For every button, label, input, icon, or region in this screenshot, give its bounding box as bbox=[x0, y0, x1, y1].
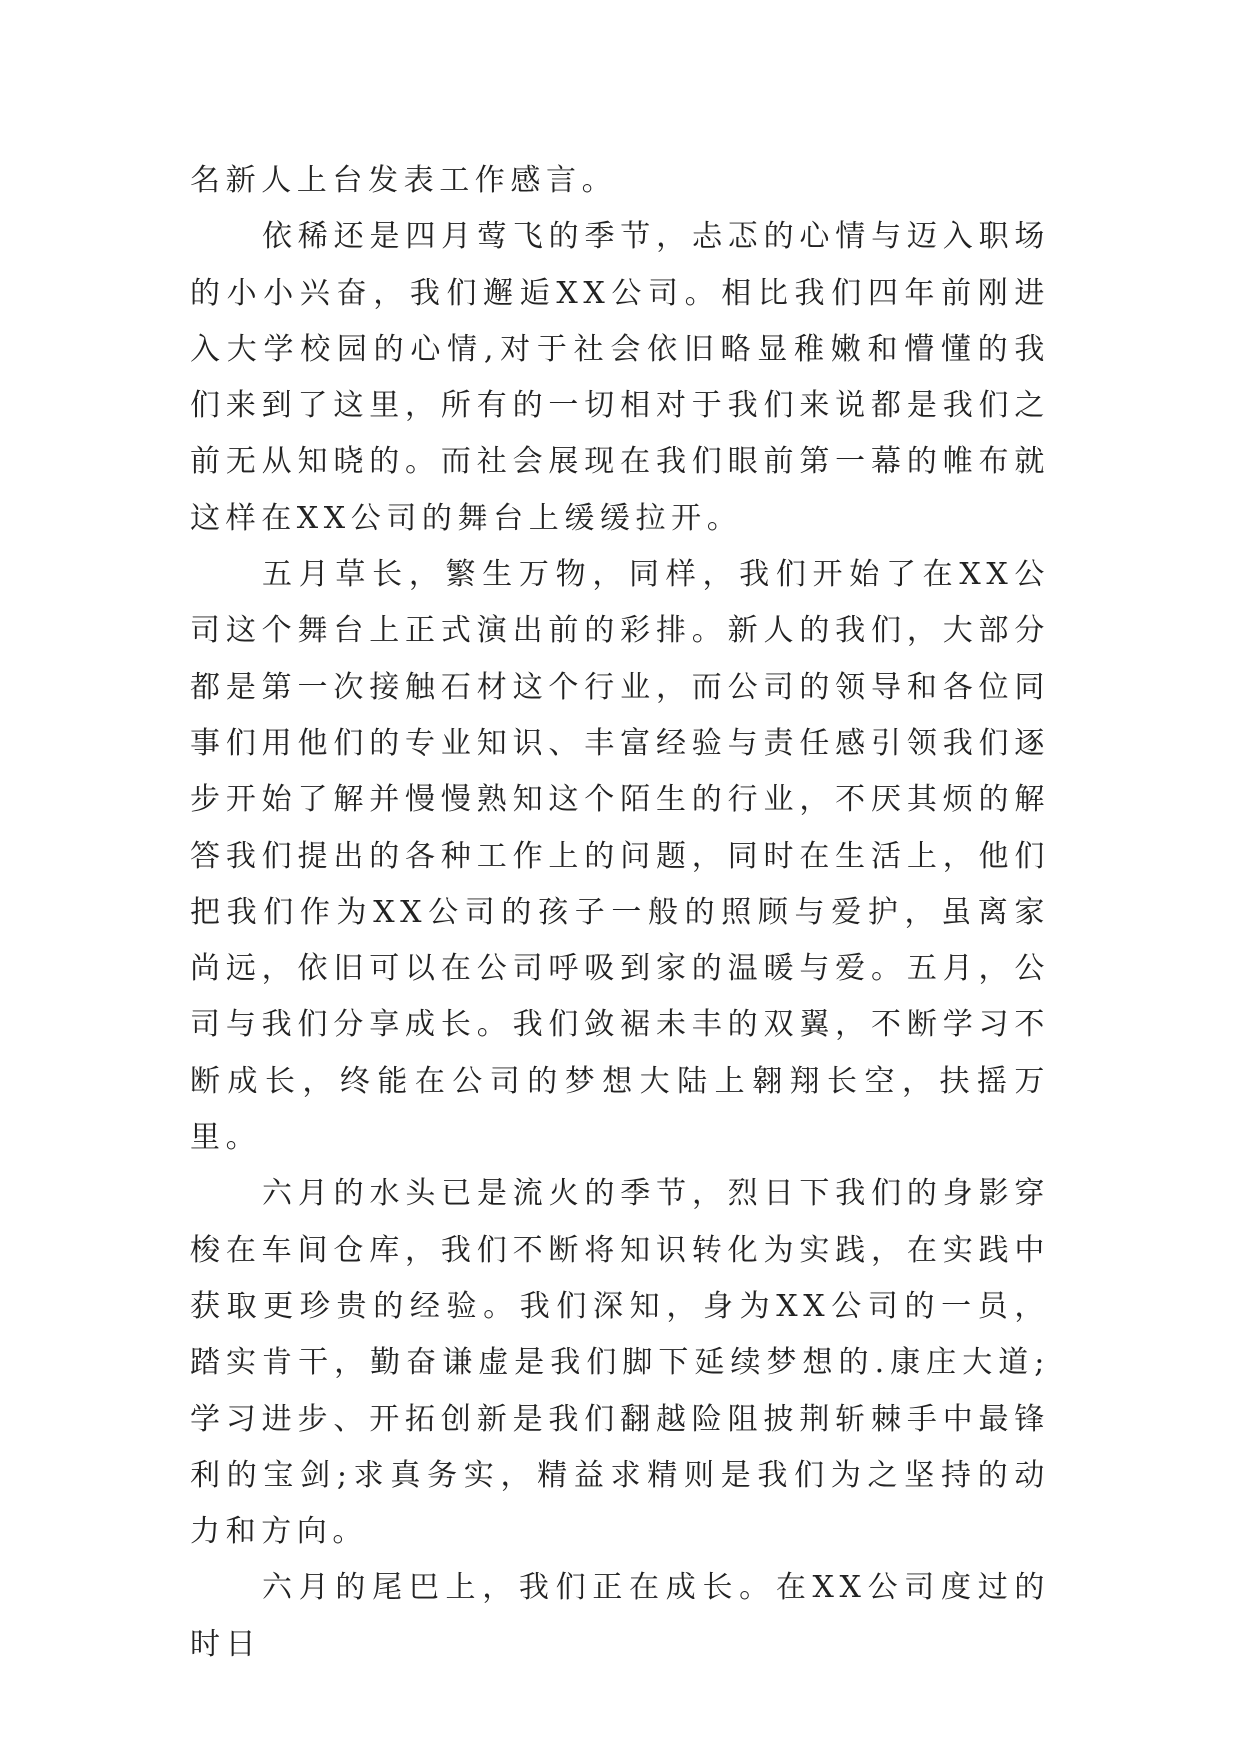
paragraph-april: 依稀还是四月莺飞的季节，忐忑的心情与迈入职场的小小兴奋，我们邂逅XX公司。相比我们四年前刚进入大学校园的心情,对于社会依旧略显稚嫩和懵懂的我们来到了这里，所有的一切相对于我们来说都是我们之前无从知晓的。而社会展现在我们眼前第一幕的帷布就这样在XX公司的舞台上缓缓拉开。 bbox=[190, 219, 1050, 536]
document-page bbox=[190, 153, 1050, 1673]
paragraph-continuation: 名新人上台发表工作感言。 bbox=[190, 163, 618, 198]
paragraph-june: 六月的水头已是流火的季节，烈日下我们的身影穿梭在车间仓库，我们不断将知识转化为实践，在实践中获取更珍贵的经验。我们深知，身为XX公司的一员，踏实肯干，勤奋谦虚是我们脚下延续梦想的.康庄大道;学习进步、开拓创新是我们翻越险阻披荆斩棘手中最锋利的宝剑;求真务实，精益求精则是我们为之坚持的动力和方向。 bbox=[190, 1176, 1050, 1550]
paragraph-may: 五月草长，繁生万物，同样，我们开始了在XX公司这个舞台上正式演出前的彩排。新人的我们，大部分都是第一次接触石材这个行业，而公司的领导和各位同事们用他们的专业知识、丰富经验与责任感引领我们逐步开始了解并慢慢熟知这个陌生的行业，不厌其烦的解答我们提出的各种工作上的问题，同时在生活上，他们把我们作为XX公司的孩子一般的照顾与爱护，虽离家尚远，依旧可以在公司呼吸到家的温暖与爱。五月，公司与我们分享成长。我们敛裾未丰的双翼，不断学习不断成长，终能在公司的梦想大陆上翱翔长空，扶摇万里。 bbox=[190, 557, 1050, 1156]
paragraph-june-end: 六月的尾巴上，我们正在成长。在XX公司度过的时日 bbox=[190, 1570, 1050, 1662]
